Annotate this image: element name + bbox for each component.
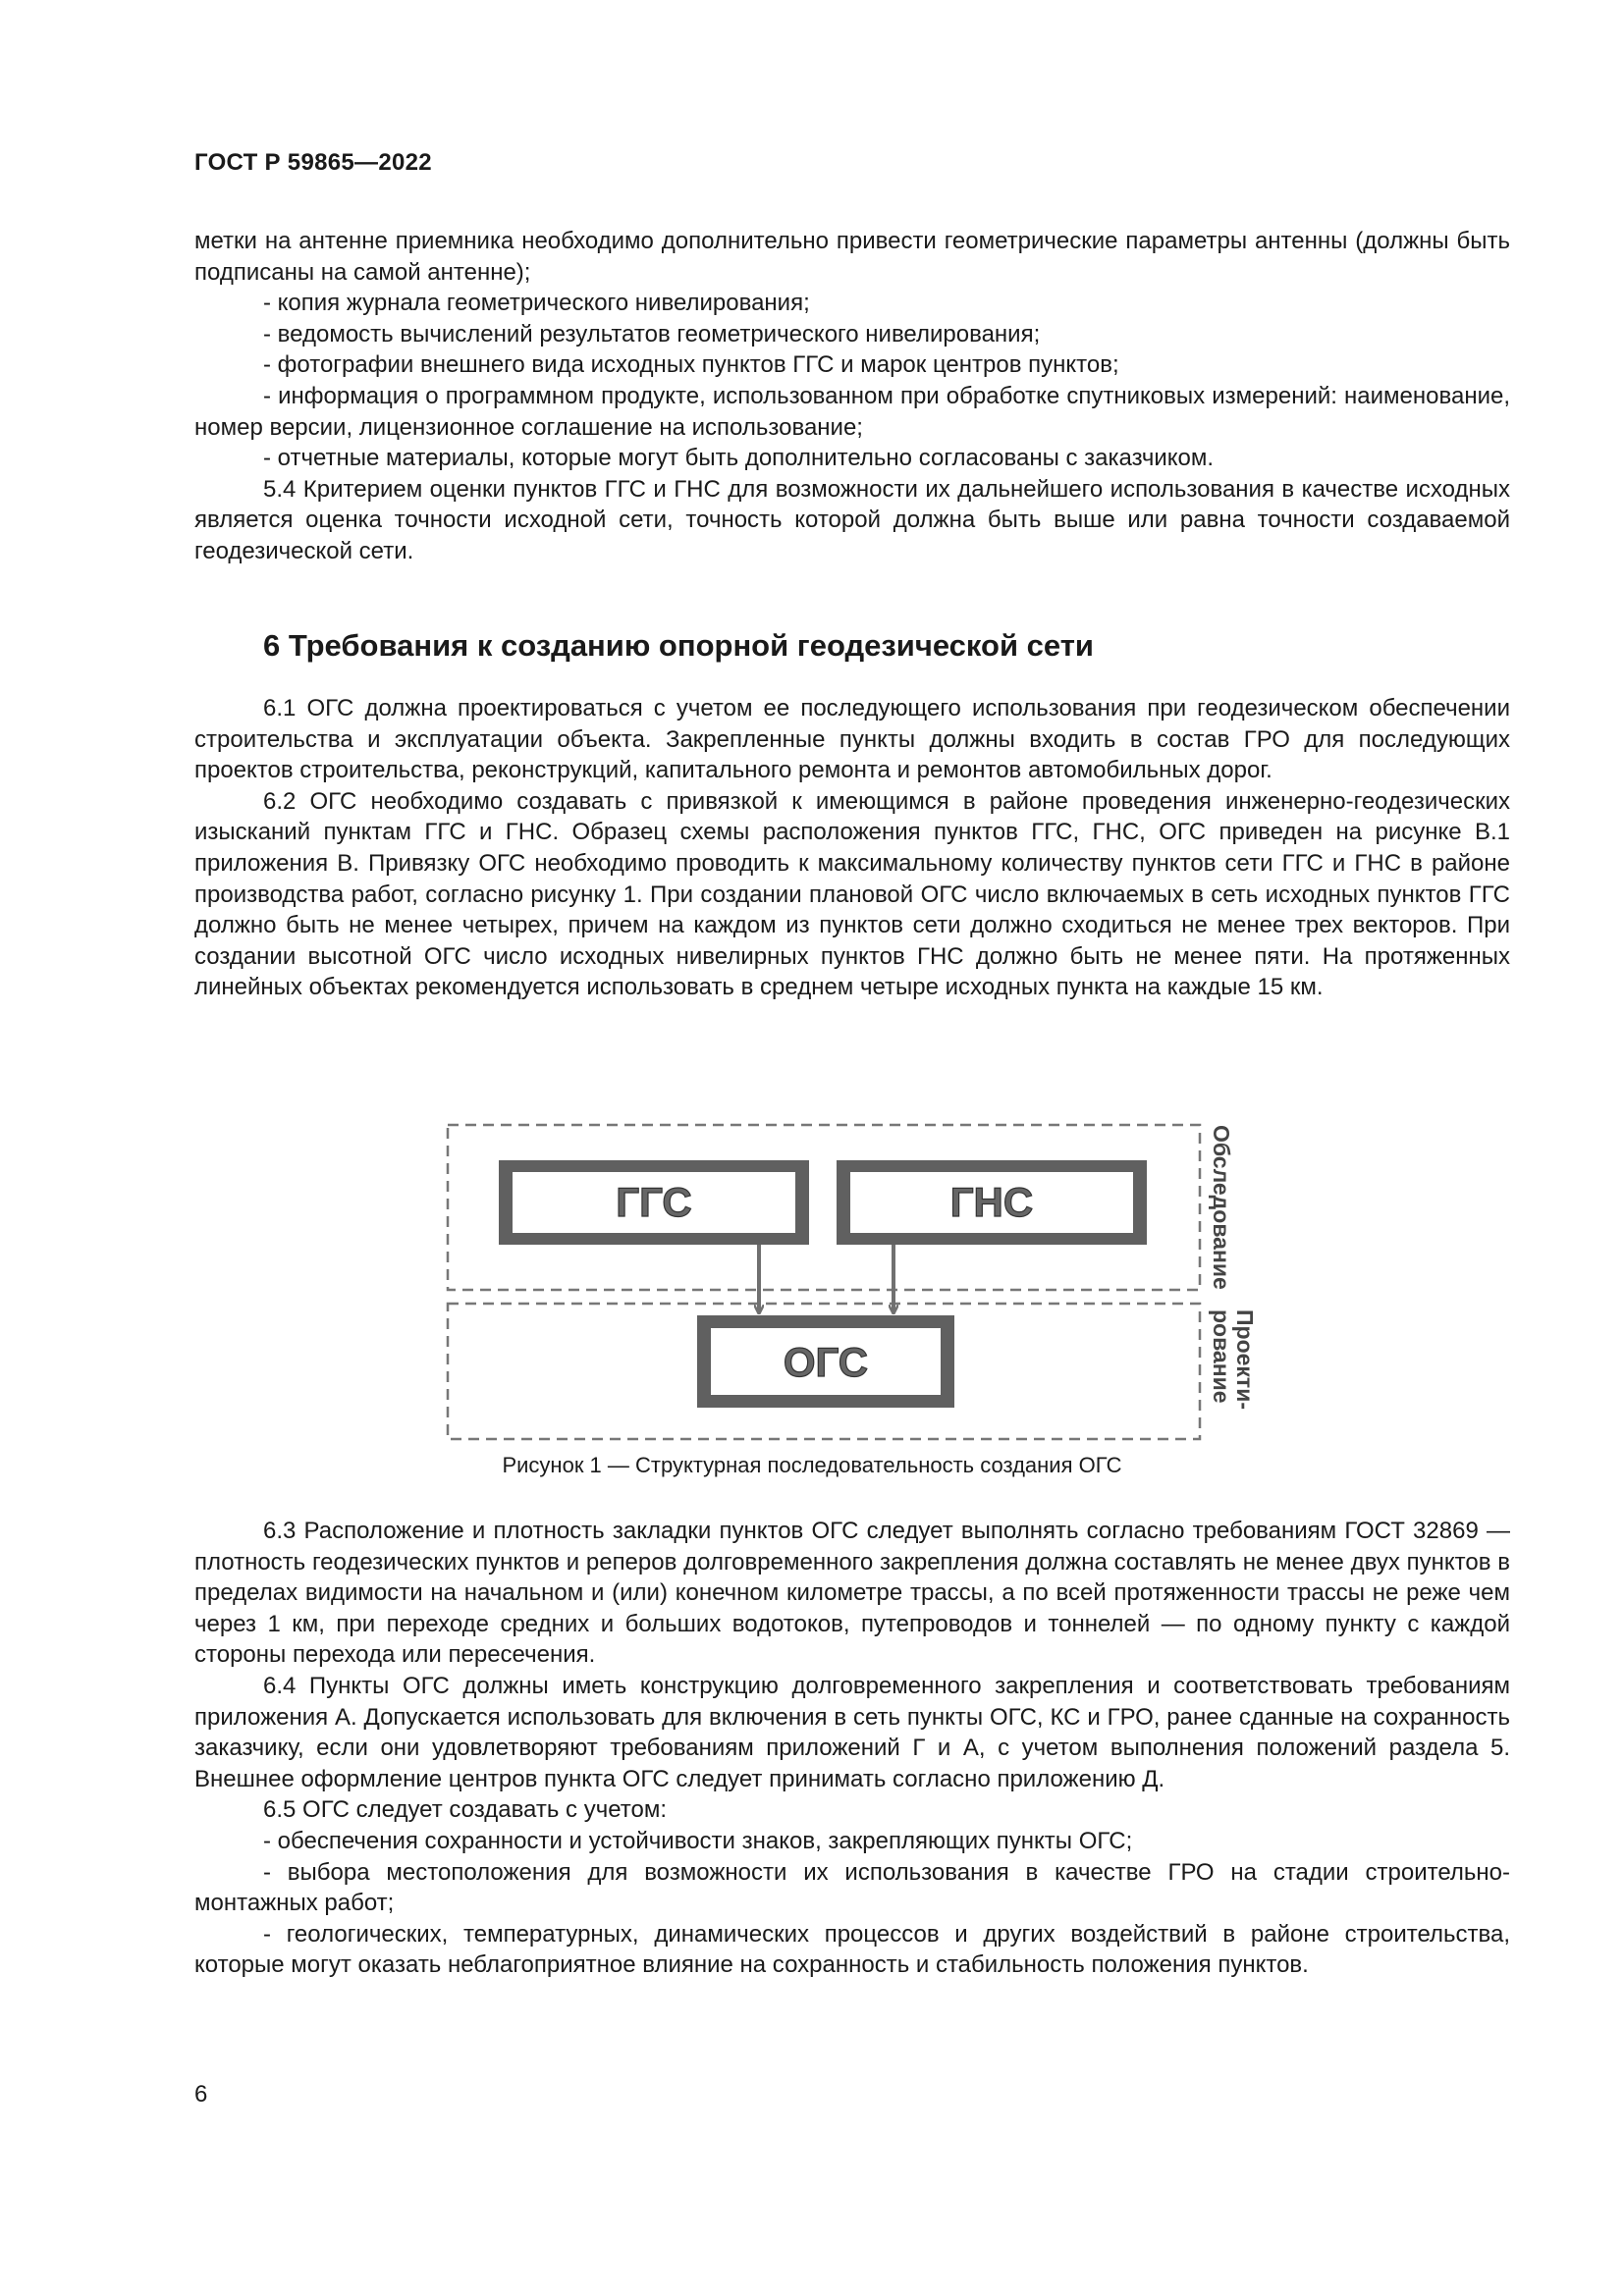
section-title: 6 Требования к созданию опорной геодезической сети	[263, 628, 1094, 663]
list-item: - фотографии внешнего вида исходных пунктов ГГС и марок центров пунктов;	[263, 351, 1119, 379]
paragraph-6-1: 6.1 ОГС должна проектироваться с учетом ее последующего использования при геодезическом обеспечении строительства и эксплуатации объекта. Закрепленные пункты должны входить в состав ГРО для последующих проектов строительства, реконструкций, капитального ремонта и ремонтов автомобильных дорог.	[194, 695, 1510, 784]
list-item: - копия журнала геометрического нивелирования;	[263, 290, 810, 317]
figure-diagram	[432, 1107, 1276, 1441]
paragraph: метки на антенне приемника необходимо дополнительно привести геометрические параметры антенны (должны быть подписаны на самой антенне);	[194, 228, 1510, 286]
label-design-line1: Проекти-	[1232, 1309, 1258, 1410]
list-item: - геологических, температурных, динамических процессов и других воздействий в районе строительства, которые могут оказать неблагоприятное влияние на сохранность и стабильность положения пунктов.	[194, 1920, 1510, 1979]
paragraph-6-4: 6.4 Пункты ОГС должны иметь конструкцию долговременного закрепления и соответствовать требованиям приложения А. Допускается использовать для включения в сеть пункты ОГС, КС и ГРО, ранее сданные на сохранность заказчику, если они удовлетворяют требованиям приложений Г и А, с учетом выполнения положений раздела 5. Внешнее оформление центров пункта ОГС следует принимать согласно приложению Д.	[194, 1672, 1510, 1792]
document-header: ГОСТ Р 59865—2022	[194, 149, 432, 176]
list-item: - информация о программном продукте, использованном при обработке спутниковых измерений: наименование, номер версии, лицензионное соглашение на использование;	[194, 382, 1510, 441]
text-block-6-3-to-6-5	[194, 1516, 1510, 1981]
section-6-text	[194, 693, 1510, 1003]
paragraph-6-3: 6.3 Расположение и плотность закладки пунктов ОГС следует выполнять согласно требованиям ГОСТ 32869 — плотность геодезических пунктов и реперов долговременного закрепления должна составлять не менее двух пунктов в пределах видимости на начальном и (или) конечном километре трассы, а по всей протяженности трассы не реже чем через 1 км, при переходе средних и больших водотоков, путепроводов и тоннелей — по одному пункту с каждой стороны перехода или пересечения.	[194, 1518, 1510, 1669]
box-ggs-label: ГГС	[616, 1179, 692, 1225]
paragraph-6-5: 6.5 ОГС следует создавать с учетом:	[263, 1796, 667, 1824]
paragraph-5-4: 5.4 Критерием оценки пунктов ГГС и ГНС для возможности их дальнейшего использования в качестве исходных является оценка точности исходной сети, точность которой должна быть выше или равна точности создаваемой геодезической сети.	[194, 475, 1510, 564]
page-number: 6	[194, 2081, 208, 2108]
figure-svg	[432, 1107, 1276, 1441]
figure-caption: Рисунок 1 — Структурная последовательность создания ОГС	[502, 1453, 1122, 1477]
paragraph-6-2: 6.2 ОГС необходимо создавать с привязкой к имеющимся в районе проведения инженерно-геодезических изысканий пунктам ГГС и ГНС. Образец схемы расположения пунктов ГГС, ГНС, ОГС приведен на рисунке В.1 приложения В. Привязку ОГС необходимо проводить к максимальному количеству пунктов сети ГГС и ГНС в районе производства работ, согласно рисунку 1. При создании плановой ОГС число включаемых в сеть исходных пунктов ГГС должно быть не менее четырех, причем на каждом из пунктов сети должно сходиться не менее трех векторов. При создании высотной ОГС число исходных нивелирных пунктов ГНС должно быть не менее пяти. На протяженных линейных объектах рекомендуется использовать в среднем четыре исходных пункта на каждые 15 км.	[194, 787, 1510, 1001]
box-gns-label: ГНС	[949, 1179, 1034, 1225]
list-item: - отчетные материалы, которые могут быть дополнительно согласованы с заказчиком.	[263, 445, 1215, 472]
list-item: - обеспечения сохранности и устойчивости знаков, закрепляющих пункты ОГС;	[263, 1827, 1133, 1854]
label-survey: Обследование	[1209, 1125, 1234, 1290]
list-item: - ведомость вычислений результатов геометрического нивелирования;	[263, 320, 1041, 347]
box-ogs-label: ОГС	[783, 1339, 869, 1385]
label-design-line2: рование	[1209, 1309, 1234, 1404]
text-block-continuation	[194, 226, 1510, 567]
list-item: - выбора местоположения для возможности их использования в качестве ГРО на стадии строительно-монтажных работ;	[194, 1858, 1510, 1917]
